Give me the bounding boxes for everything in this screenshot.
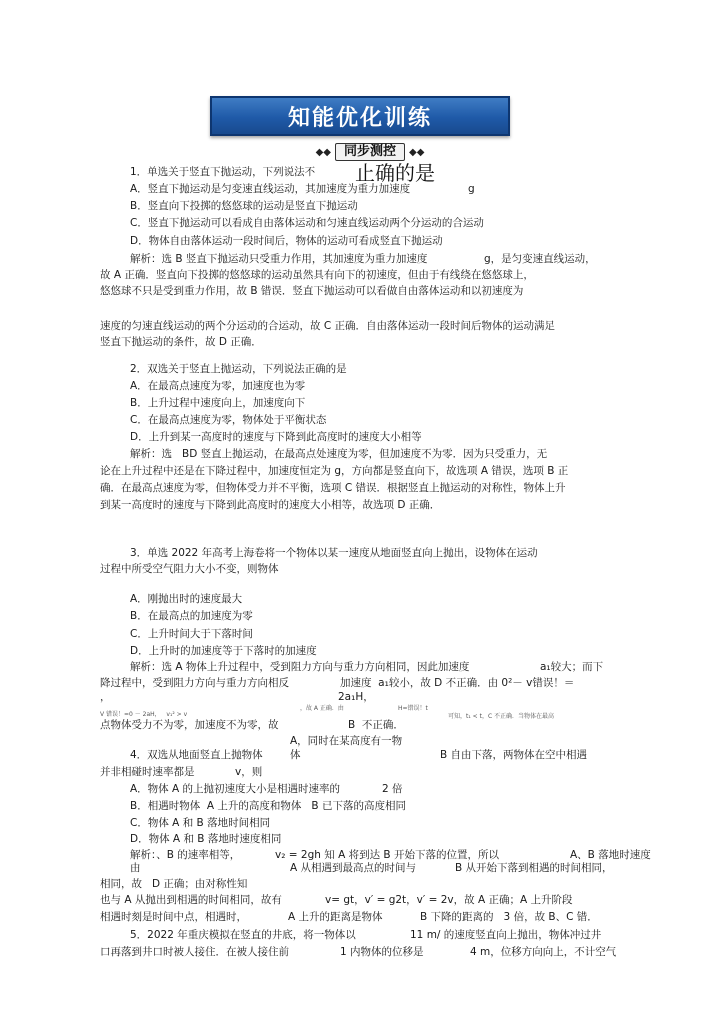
text-segment: D．物体 A 和 B 落地时速度相同 <box>130 833 282 845</box>
text-segment: v= gt，v′ = g2t，v′ = 2v，故 A 正确；A 上升阶段 <box>325 894 573 906</box>
text-segment: 悠悠球不只是受到重力作用，故 B 错误．竖直下抛运动可以看做自由落体运动和以初速度为 <box>100 285 524 297</box>
text-segment: 降过程中，受到阻力方向与重力方向相反 <box>100 677 289 689</box>
text-segment: B 下降的距离的 3 倍，故 B、C 错． <box>420 911 598 923</box>
text-segment: C．上升时间大于下落时间 <box>130 628 253 640</box>
text-segment: 故 A 正确．竖直向下投掷的悠悠球的运动虽然具有向下的初速度，但由于有线绕在悠悠球上， <box>100 269 534 281</box>
text-segment: 体 <box>290 749 301 761</box>
text-segment: A．物体 A 的上抛初速度大小是相遇时速率的 <box>130 783 341 795</box>
text-segment: 2．双选关于竖直上抛运动，下列说法正确的是 <box>130 363 347 375</box>
text-segment: B．上升过程中速度向上，加速度向下 <box>130 397 306 409</box>
text-segment: A 从相遇到最高点的时间与 <box>290 862 417 874</box>
text-segment: 解析：选 BD 竖直上抛运动，在最高点处速度为零，但加速度不为零．因为只受重力，无 <box>130 448 548 460</box>
diamond-decor-right-icon: ◆◆ <box>409 146 425 158</box>
text-segment: 相遇时刻是时间中点，相遇时， <box>100 911 247 923</box>
text-segment: B 自由下落，两物体在空中相遇 <box>440 749 588 761</box>
text-segment: 确．在最高点速度为零，但物体受力并不平衡，选项 C 错误．根据竖直上抛运动的对称性，物体上升 <box>100 482 566 494</box>
text-segment: 1 内物体的位移是 <box>340 946 424 958</box>
text-segment: v，则 <box>235 766 263 778</box>
text-segment: A．在最高点速度为零，加速度也为零 <box>130 380 306 392</box>
page-title-banner <box>210 96 510 136</box>
text-segment: 口再落到井口时被人接住．在被人接住前 <box>100 946 289 958</box>
text-segment: 速度的匀速直线运动的两个分运动的合运动，故 C 正确．自由落体运动一段时间后物体的运动满足 <box>100 320 556 332</box>
text-segment: 过程中所受空气阻力大小不变，则物体 <box>100 563 279 575</box>
text-segment: C．在最高点速度为零，物体处于平衡状态 <box>130 414 327 426</box>
diamond-decor-left-icon: ◆◆ <box>315 146 331 158</box>
text-segment: D．上升到某一高度时的速度与下降到此高度时的速度大小相等 <box>130 431 422 443</box>
text-segment: a₁较大；而下 <box>540 661 604 673</box>
text-segment: C．物体 A 和 B 落地时间相同 <box>130 817 271 829</box>
text-segment: 解析：、B 的速率相等， <box>130 849 241 861</box>
text-segment: D．上升时的加速度等于下落时的加速度 <box>130 645 317 657</box>
text-segment: B．相遇时物体 A 上升的高度和物体 B 已下落的高度相同 <box>130 800 406 812</box>
formula-fragment: V 错误！=0 － 2aH， v₁² > v <box>100 711 188 718</box>
text-segment: 也与 A 从抛出到相遇的时间相同，故有 <box>100 894 282 906</box>
text-segment: 由 <box>130 862 141 874</box>
text-segment: B 不正确． <box>348 719 404 731</box>
text-segment: 4．双选从地面竖直上抛物体 <box>130 749 263 761</box>
text-segment: D．物体自由落体运动一段时间后，物体的运动可看成竖直下抛运动 <box>130 235 443 247</box>
text-segment: A 上升的距离是物体 <box>288 911 383 923</box>
text-segment: 论在上升过程中还是在下降过程中，加速度恒定为 g，方向都是竖直向下，故选项 A 错误，选项 B 正 <box>100 465 569 477</box>
text-segment: 3．单选 2022 年高考上海卷将一个物体以某一速度从地面竖直向上抛出，设物体在运动 <box>130 547 538 559</box>
text-segment: 并非相碰时速率都是 <box>100 766 195 778</box>
text-segment: g，是匀变速直线运动， <box>484 253 596 265</box>
text-segment: 5．2022 年重庆模拟在竖直的井底，将一物体以 <box>130 929 356 941</box>
text-segment: 2 倍 <box>382 783 403 795</box>
text-segment: B．在最高点的加速度为零 <box>130 610 253 622</box>
text-segment: 解析：选 A 物体上升过程中，受到阻力方向与重力方向相同，因此加速度 <box>130 661 470 673</box>
text-segment: 1．单选关于竖直下抛运动，下列说法不 <box>130 166 316 178</box>
text-segment: g <box>468 183 475 195</box>
text-segment: 竖直下抛运动的条件，故 D 正确． <box>100 336 262 348</box>
text-segment: 2a₁H， <box>338 691 374 703</box>
text-segment: A，同时在某高度有一物 <box>290 735 403 747</box>
text-segment: 4 m，位移方向向上，不计空气 <box>470 946 617 958</box>
text-segment: 到某一高度时的速度与下降到此高度时的速度大小相等，故选项 D 正确． <box>100 499 441 511</box>
text-segment: A．刚抛出时的速度最大 <box>130 593 243 605</box>
text-segment: v₂ = 2gh 知 A 将到达 B 开始下落的位置，所以 <box>275 849 499 861</box>
text-segment: 点物体受力不为零，加速度不为零，故 <box>100 719 279 731</box>
text-segment: A、B 落地时速度 <box>570 849 651 861</box>
text-segment: A．竖直下抛运动是匀变速直线运动，其加速度为重力加速度 <box>130 183 411 195</box>
enlarged-text-fragment: 止确的是 <box>355 161 435 185</box>
formula-fragment: H=错误！t <box>398 705 428 712</box>
text-segment: 相同，故 D 正确；由对称性知 <box>100 878 248 890</box>
text-segment: 加速度 a₁较小，故 D 不正确．由 0²－ v错误！＝ <box>340 677 575 689</box>
text-segment: B 从开始下落到相遇的时间相同， <box>455 862 613 874</box>
text-segment: C．竖直下抛运动可以看成自由落体运动和匀速直线运动两个分运动的合运动 <box>130 217 484 229</box>
text-segment: ， <box>100 691 111 703</box>
page-title: 知能优化训练 <box>287 105 432 131</box>
text-segment: 11 m/ 的速度竖直向上抛出，物体冲过井 <box>410 929 602 941</box>
formula-fragment: 可知，t₁ < t，C 不正确．当物体在最高 <box>448 713 555 720</box>
text-segment: 解析：选 B 竖直下抛运动只受重力作用，其加速度为重力加速度 <box>130 253 428 265</box>
section-label: 同步测控 <box>335 143 405 161</box>
formula-fragment: ，故 A 正确．由 <box>300 705 344 712</box>
text-segment: B．竖直向下投掷的悠悠球的运动是竖直下抛运动 <box>130 200 358 212</box>
